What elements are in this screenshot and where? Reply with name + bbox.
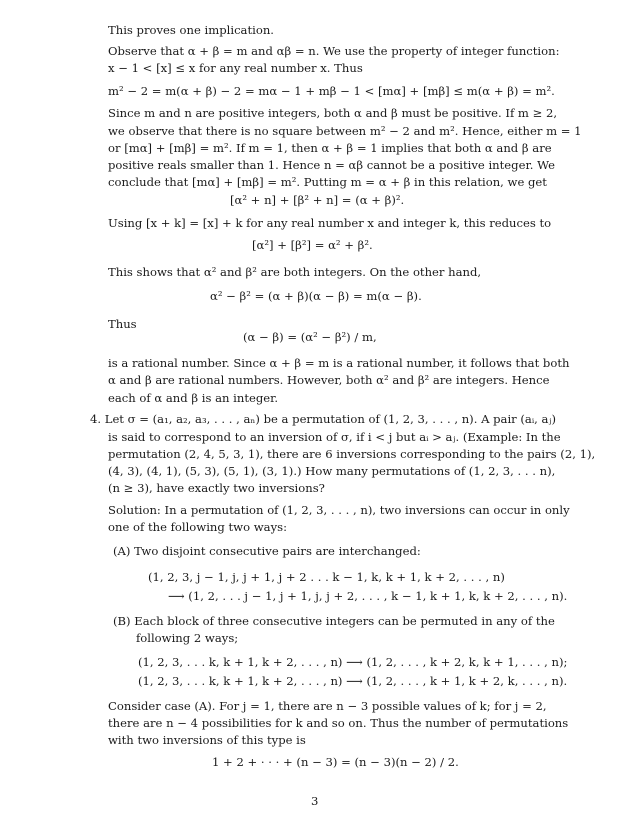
display-equation: m² − 2 = m(α + β) − 2 = mα − 1 + mβ − 1 < [mα] + [mβ] ≤ m(α + β) = m². <box>108 84 555 98</box>
display-equation: (1, 2, 3, j − 1, j, j + 1, j + 2 . . . k − 1, k, k + 1, k + 2, . . . , n) <box>148 570 505 584</box>
text-line: x − 1 < [x] ≤ x for any real number x. Thus <box>108 61 363 75</box>
text-line: Using [x + k] = [x] + k for any real number x and integer k, this reduces to <box>108 216 552 230</box>
page-number: 3 <box>311 794 319 808</box>
case-b-heading: (B) Each block of three consecutive integers can be permuted in any of the <box>113 614 555 628</box>
text-line: following 2 ways; <box>136 631 239 645</box>
text-line: one of the following two ways: <box>108 520 287 534</box>
display-equation: (α − β) = (α² − β²) / m, <box>243 330 377 344</box>
text-line: with two inversions of this type is <box>108 733 306 747</box>
text-line: (n ≥ 3), have exactly two inversions? <box>108 481 325 495</box>
case-a-heading: (A) Two disjoint consecutive pairs are interchanged: <box>113 544 421 558</box>
display-equation: ⟶ (1, 2, . . . j − 1, j + 1, j, j + 2, . . . , k − 1, k + 1, k, k + 2, . . . , n). <box>168 589 568 603</box>
text-line: conclude that [mα] + [mβ] = m². Putting m = α + β in this relation, we get <box>108 175 547 189</box>
text-line: or [mα] + [mβ] = m². If m = 1, then α + β = 1 implies that both α and β are <box>108 141 552 155</box>
text-line: is said to correspond to an inversion of σ, if i < j but aᵢ > aⱼ. (Example: In the <box>108 430 561 444</box>
problem-4-line: 4. Let σ = (a₁, a₂, a₃, . . . , aₙ) be a permutation of (1, 2, 3, . . . , n). A pair (aᵢ, aⱼ) <box>90 412 557 426</box>
text-line: each of α and β is an integer. <box>108 391 279 405</box>
text-line: This proves one implication. <box>108 23 274 37</box>
text-line: is a rational number. Since α + β = m is a rational number, it follows that both <box>108 356 570 370</box>
solution-line: Solution: In a permutation of (1, 2, 3, . . . , n), two inversions can occur in only <box>108 503 570 517</box>
text-line: permutation (2, 4, 5, 3, 1), there are 6 inversions corresponding to the pairs (2, 1), <box>108 447 596 461</box>
text-line: α and β are rational numbers. However, both α² and β² are integers. Hence <box>108 373 550 387</box>
text-line: we observe that there is no square between m² − 2 and m². Hence, either m = 1 <box>108 124 582 138</box>
display-equation: [α²] + [β²] = α² + β². <box>252 238 373 252</box>
text-line: Thus <box>108 317 137 331</box>
text-line: (4, 3), (4, 1), (5, 3), (5, 1), (3, 1).) How many permutations of (1, 2, 3, . . . n), <box>108 464 556 478</box>
display-equation: (1, 2, 3, . . . k, k + 1, k + 2, . . . , n) ⟶ (1, 2, . . . , k + 1, k + 2, k, . . . , n). <box>138 674 568 688</box>
display-equation: 1 + 2 + · · · + (n − 3) = (n − 3)(n − 2) / 2. <box>212 755 459 769</box>
text-line: This shows that α² and β² are both integers. On the other hand, <box>108 265 482 279</box>
text-line: Consider case (A). For j = 1, there are n − 3 possible values of k; for j = 2, <box>108 699 547 713</box>
text-line: Observe that α + β = m and αβ = n. We use the property of integer function: <box>108 44 560 58</box>
display-equation: (1, 2, 3, . . . k, k + 1, k + 2, . . . , n) ⟶ (1, 2, . . . , k + 2, k, k + 1, . . . , n); <box>138 655 568 669</box>
text-line: there are n − 4 possibilities for k and so on. Thus the number of permutations <box>108 716 569 730</box>
text-line: positive reals smaller than 1. Hence n = αβ cannot be a positive integer. We <box>108 158 555 172</box>
display-equation: [α² + n] + [β² + n] = (α + β)². <box>230 193 405 207</box>
text-line: Since m and n are positive integers, both α and β must be positive. If m ≥ 2, <box>108 106 558 120</box>
display-equation: α² − β² = (α + β)(α − β) = m(α − β). <box>210 289 422 303</box>
